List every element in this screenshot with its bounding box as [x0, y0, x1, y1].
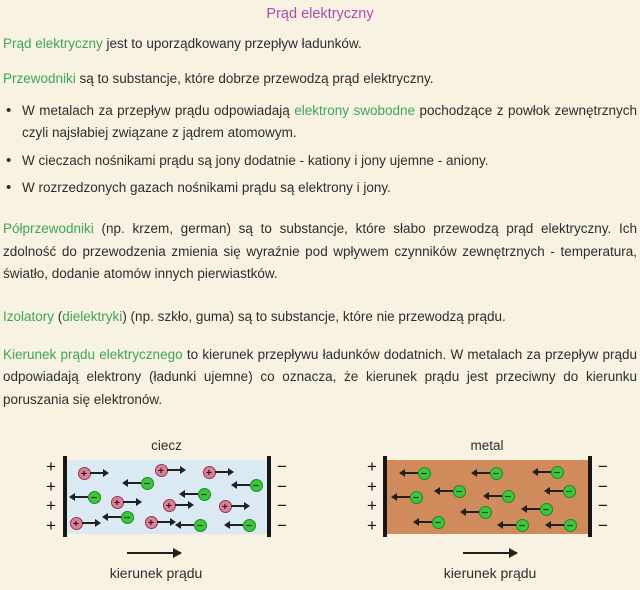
particle-arrow-right	[90, 472, 104, 474]
plus-sign: +	[367, 476, 377, 496]
term-kierunek-pradu: Kierunek prądu elektrycznego	[3, 347, 183, 363]
particle-arrow-left	[236, 484, 250, 486]
cation-particle	[70, 517, 83, 530]
particle-charge-sign: −	[200, 488, 208, 501]
diagram-ciecz-label: ciecz	[151, 438, 182, 453]
particle-charge-sign: −	[518, 519, 526, 532]
anion-particle	[540, 503, 553, 516]
particle-arrow-left	[488, 495, 502, 497]
page-title: Prąd elektryczny	[266, 6, 374, 22]
anion-particle	[564, 519, 577, 532]
particle-charge-sign: +	[80, 467, 88, 480]
particle-arrow-left	[396, 496, 410, 498]
izolatory-paren: (	[54, 308, 63, 324]
particle-arrow-left	[127, 482, 141, 484]
plus-sign: +	[46, 515, 56, 535]
particle-arrow-left	[502, 524, 516, 526]
liquid-region	[67, 460, 268, 534]
definition-prad-text: jest to uporządkowany przepływ ładunków.	[102, 36, 362, 51]
anion-particle	[250, 479, 263, 492]
particle-arrow-left	[465, 511, 479, 513]
plus-sign: +	[46, 457, 56, 476]
term-elektrony-swobodne: elektrony swobodne	[294, 102, 415, 118]
cation-particle	[203, 466, 216, 479]
particle-arrow-right	[157, 521, 171, 523]
electrode-negative-metal	[594, 458, 612, 534]
definition-izolatory-text: ) (np. szkło, guma) są to substancje, które nie przewodzą prądu.	[122, 308, 506, 324]
particle-arrow-right	[82, 522, 96, 524]
particle-arrow-left	[439, 490, 453, 492]
particle-charge-sign: +	[165, 499, 173, 512]
electrode-positive-ciecz	[42, 458, 60, 534]
term-izolatory: Izolatory	[3, 308, 55, 324]
anion-particle	[551, 466, 564, 479]
particle-arrow-right	[231, 505, 245, 507]
particle-charge-sign: +	[113, 496, 121, 509]
carriers-bullet-list	[3, 100, 637, 200]
electrode-negative-ciecz	[273, 458, 291, 534]
minus-sign: −	[277, 496, 287, 516]
anion-particle	[198, 488, 211, 501]
particle-charge-sign: −	[566, 519, 574, 532]
particle-arrow-right	[123, 501, 137, 503]
cation-particle	[219, 500, 232, 513]
particle-charge-sign: −	[420, 467, 428, 480]
current-direction-label-metal: kierunek prądu	[443, 565, 537, 581]
term-dielektryki: dielektryki	[62, 308, 123, 324]
anion-particle	[490, 467, 503, 480]
particle-charge-sign: −	[412, 491, 420, 504]
particle-arrow-right	[215, 471, 229, 473]
particle-charge-sign: −	[481, 506, 489, 519]
particle-arrow-left	[537, 471, 551, 473]
particle-arrow-left	[184, 493, 198, 495]
bullet-ciecze	[3, 150, 637, 172]
bullet-metale	[3, 100, 637, 145]
minus-sign: −	[277, 476, 287, 496]
particle-charge-sign: −	[252, 479, 260, 492]
particle-arrow-left	[180, 524, 194, 526]
definition-kierunek-pradu	[3, 344, 637, 411]
term-prad-elektryczny: Prąd elektryczny	[3, 36, 103, 51]
plus-sign: +	[46, 496, 56, 516]
particle-arrow-left	[476, 472, 490, 474]
anion-particle	[194, 519, 207, 532]
particle-charge-sign: −	[455, 485, 463, 498]
plus-sign: +	[367, 515, 377, 535]
particle-arrow-left	[526, 508, 540, 510]
cation-particle	[145, 516, 158, 529]
definition-polprzewodniki-text: (np. krzem, german) są to substancje, które słabo przewodzą prąd elektryczny. Ich zdolność do przewodzenia zmienia się wyraźnie pod wpływem czynników zewnętrznych - temperatura, światło, dodanie atomów innych pierwiastków.	[3, 221, 637, 282]
plus-sign: +	[367, 457, 377, 476]
particle-arrow-left	[107, 516, 121, 518]
minus-sign: −	[598, 496, 608, 516]
particle-charge-sign: −	[504, 490, 512, 503]
anion-particle	[410, 491, 423, 504]
particle-arrow-left	[550, 524, 564, 526]
bullet-gazy-text: W rozrzedzonych gazach nośnikami prądu są elektrony i jony.	[22, 180, 391, 196]
anion-particle	[502, 490, 515, 503]
particle-arrow-left	[418, 521, 432, 523]
particle-charge-sign: −	[196, 519, 204, 532]
cation-particle	[155, 464, 168, 477]
current-direction-arrow-ciecz	[127, 552, 181, 554]
anion-particle	[516, 519, 529, 532]
minus-sign: −	[598, 515, 608, 535]
particle-charge-sign: −	[245, 519, 253, 532]
particle-charge-sign: +	[157, 464, 165, 477]
bullet-ciecze-text: W cieczach nośnikami prądu są jony dodatnie - kationy i jony ujemne - aniony.	[22, 152, 489, 168]
metal-region	[387, 460, 589, 534]
particle-arrow-left	[229, 524, 243, 526]
definition-polprzewodniki	[3, 218, 637, 285]
diagram-metal-label: metal	[470, 438, 504, 453]
definition-przewodniki-text: są to substancje, które dobrze przewodzą prąd elektryczny.	[75, 71, 434, 87]
particle-arrow-left	[549, 490, 563, 492]
anion-particle	[243, 519, 256, 532]
minus-sign: −	[598, 476, 608, 496]
particle-charge-sign: +	[205, 466, 213, 479]
cation-particle	[163, 499, 176, 512]
cation-particle	[111, 496, 124, 509]
particle-arrow-left	[404, 472, 418, 474]
bullet-metale-pre: W metalach za przepływ prądu odpowiadają	[22, 102, 295, 118]
current-direction-label-ciecz: kierunek prądu	[109, 565, 203, 581]
figures-row	[0, 437, 640, 590]
particle-charge-sign: −	[565, 485, 573, 498]
anion-particle	[418, 467, 431, 480]
particle-charge-sign: −	[123, 511, 131, 524]
definition-kierunek-text: to kierunek przepływu ładunków dodatnich. W metalach za przepływ prądu odpowiadają elektrony (ładunki ujemne) co oznacza, że kierunek prądu jest przeciwny do kierunku poruszania się elektronów.	[3, 347, 637, 407]
minus-sign: −	[277, 515, 287, 535]
particle-charge-sign: +	[72, 517, 80, 530]
particle-charge-sign: −	[90, 491, 98, 504]
anion-particle	[432, 516, 445, 529]
definition-przewodniki	[3, 68, 637, 90]
anion-particle	[563, 485, 576, 498]
minus-sign: −	[277, 457, 287, 476]
plus-sign: +	[46, 476, 56, 496]
electrode-bar-right-ciecz	[267, 456, 271, 537]
particle-charge-sign: −	[492, 467, 500, 480]
particle-charge-sign: −	[434, 516, 442, 529]
anion-particle	[88, 491, 101, 504]
bullet-metale-post: pochodzące z powłok zewnętrznych czyli najsłabiej związane z jądrem atomowym.	[22, 102, 637, 141]
cation-particle	[78, 467, 91, 480]
particle-charge-sign: −	[542, 503, 550, 516]
anion-particle	[141, 477, 154, 490]
particle-arrow-right	[175, 504, 189, 506]
anion-particle	[453, 485, 466, 498]
particle-charge-sign: +	[147, 516, 155, 529]
anion-particle	[479, 506, 492, 519]
anion-particle	[121, 511, 134, 524]
term-polprzewodniki: Półprzewodniki	[3, 221, 94, 237]
particle-charge-sign: −	[143, 477, 151, 490]
current-direction-arrow-metal	[463, 552, 517, 554]
definition-prad-elektryczny	[3, 33, 637, 55]
electrode-bar-right-metal	[588, 456, 592, 537]
definition-izolatory	[3, 306, 637, 328]
minus-sign: −	[598, 457, 608, 476]
plus-sign: +	[367, 496, 377, 516]
bullet-gazy	[3, 177, 637, 199]
particle-charge-sign: +	[221, 500, 229, 513]
particle-arrow-left	[74, 496, 88, 498]
particle-charge-sign: −	[553, 466, 561, 479]
particle-arrow-right	[167, 469, 181, 471]
electrode-positive-metal	[363, 458, 381, 534]
term-przewodniki: Przewodniki	[3, 71, 76, 87]
